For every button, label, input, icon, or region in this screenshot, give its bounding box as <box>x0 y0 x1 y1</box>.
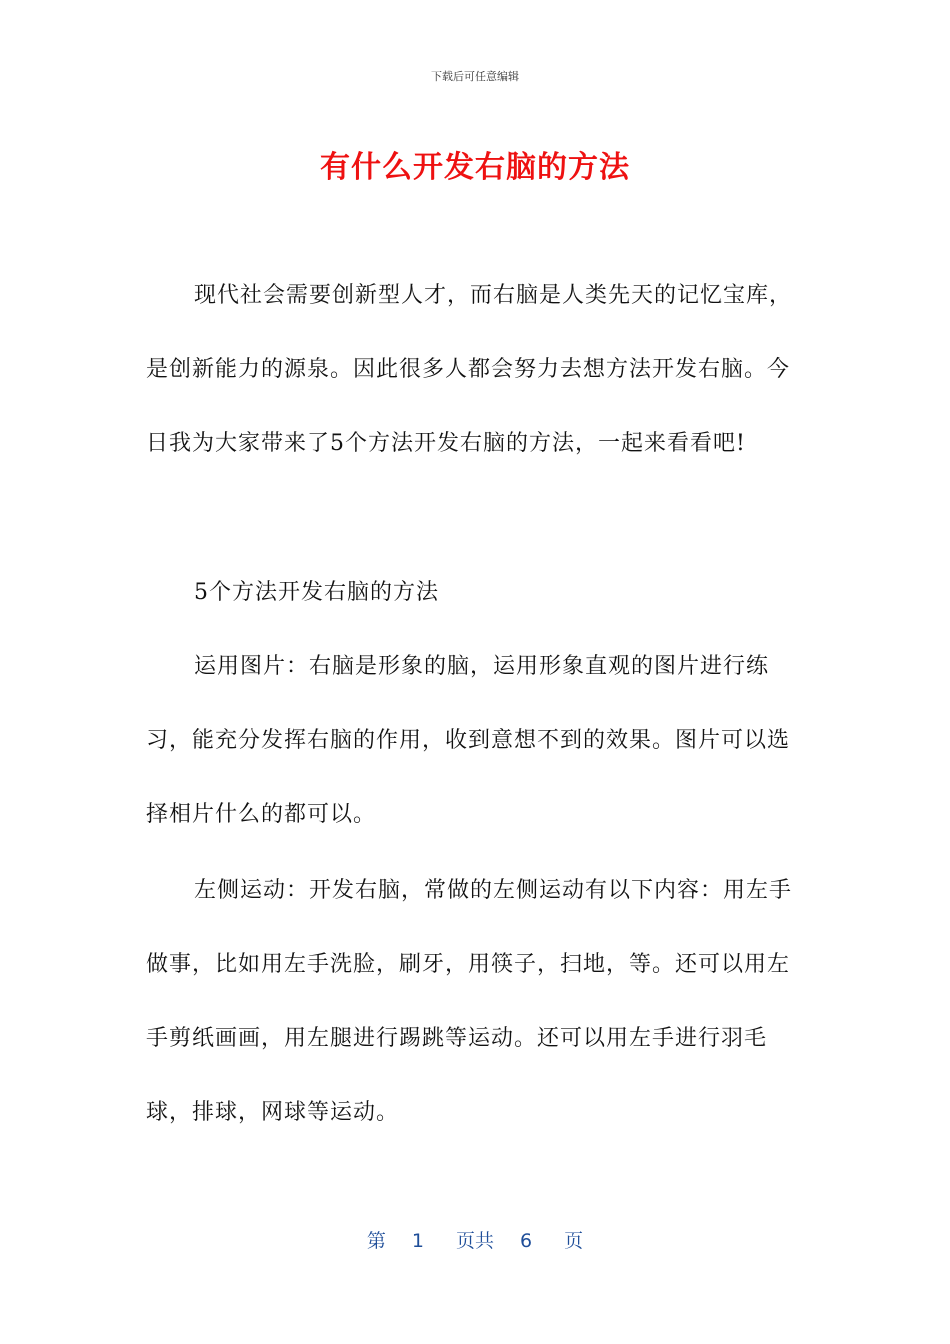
paragraph-text: 现代社会需要创新型人才，而右脑是人类先天的记忆宝库，是创新能力的源泉。因此很多人都会努力去想方法开发右脑。今日我为大家带来了5个方法开发右脑的方法，一起来看看吧! <box>146 283 793 456</box>
footer-page-number: 1 <box>411 1230 424 1252</box>
header-note: 下载后可任意编辑 <box>431 70 519 83</box>
footer-total-pages: 6 <box>520 1230 533 1252</box>
paragraph-intro <box>146 259 806 481</box>
footer-suffix: 页 <box>564 1230 584 1252</box>
paragraph-left-side-exercise <box>146 854 806 1150</box>
paragraph-text: 左侧运动：开发右脑，常做的左侧运动有以下内容：用左手做事，比如用左手洗脸，刷牙，用筷子，扫地，等。还可以用左手剪纸画画，用左腿进行踢跳等运动。还可以用左手进行羽毛球，排球，网球等运动。 <box>146 878 793 1125</box>
footer-middle: 页共 <box>455 1230 494 1252</box>
page-footer <box>0 1226 950 1253</box>
paragraph-text: 运用图片：右脑是形象的脑，运用形象直观的图片进行练习，能充分发挥右脑的作用，收到意想不到的效果。图片可以选择相片什么的都可以。 <box>146 654 791 827</box>
paragraph-pictures <box>146 630 806 852</box>
section-heading-text: 5个方法开发右脑的方法 <box>194 580 439 605</box>
section-heading <box>146 556 806 630</box>
document-title: 有什么开发右脑的方法 <box>320 150 630 185</box>
footer-prefix: 第 <box>366 1230 386 1252</box>
